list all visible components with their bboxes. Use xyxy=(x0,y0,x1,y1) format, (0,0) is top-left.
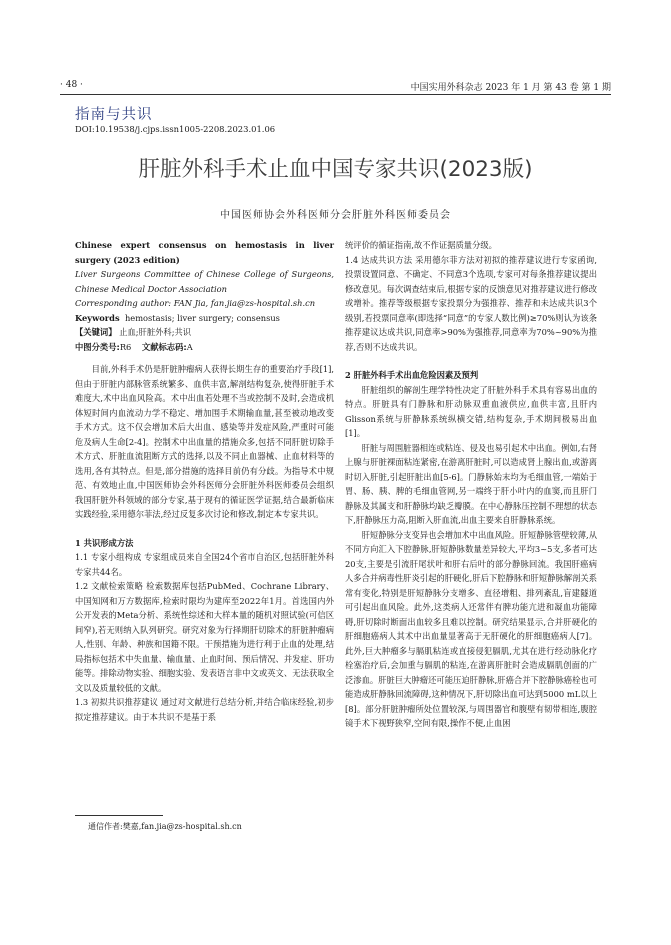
running-header xyxy=(60,78,611,95)
author-group: 中国医师协会外科医师分会肝脏外科医师委员会 xyxy=(220,210,451,221)
section-1-heading: 1 共识形成方法 xyxy=(75,537,134,548)
article-title: 肝脏外科手术止血中国专家共识(2023版) xyxy=(138,157,533,182)
section-1-2: 1.2 文献检索策略 检索数据库包括PubMed、Cochrane Library、中国知网和万方数据库,检索时限均为建库至2022年1月。首选国内外公开发表的Meta分析、系统性综述和大样本量的随机对照试验(可信区间窄),若无则纳入队列研究。研究对象为行择期肝切除术的肝脏肿瘤病人,性别、年龄、种族和国籍不限。干预措施为进行利于止血的处理,结局指标包括术中失血量、输血量、止血时间、预后情况、并发症、肝功能等。排除动物实验、细胞实验、发表语言非中文或英文、无法获取全文以及质量较低的文献。 xyxy=(75,581,334,693)
section-1-1: 1.1 专家小组构成 专家组成员来自全国24个省市自治区,包括肝脏外科专家共44名。 xyxy=(75,552,334,577)
corresponding-author: Corresponding author: FAN Jia, fan.jia@zs-hospital.sh.cn xyxy=(75,298,316,308)
footnote-corresponding: 通信作者:樊嘉,fan.jia@zs-hospital.sh.cn xyxy=(88,822,242,831)
doi: DOI:10.19538/j.cjps.issn1005-2208.2023.01.06 xyxy=(75,124,276,134)
chinese-keywords: 【关键词】 止血;肝脏外科;共识 xyxy=(75,327,192,337)
english-title: Chinese expert consensus on hemostasis in liver surgery (2023 edition) xyxy=(75,240,334,265)
section-1-3: 1.3 初拟共识推荐建议 通过对文献进行总结分析,并结合临床经验,初步拟定推荐建议。由于本共识不是基于系 xyxy=(75,697,334,722)
intro-paragraph: 目前,外科手术仍是肝脏肿瘤病人获得长期生存的重要治疗手段[1],但由于肝脏内部脉管系统繁多、血供丰富,解剖结构复杂,使得肝脏手术难度大,术中出血风险高。术中出血若处理不当或控制不及时,会造成机体短时间内血流动力学不稳定、增加围手术期输血量,甚至被动地改变手术方式。这不仅会增加术后大出血、感染等并发症风险,严重时可能危及病人生命[2-4]。控制术中出血量的措施众多,包括不同肝脏切除手术方式、肝脏血流阻断方式的选择,以及不同止血器械、止血材料等的选用,各有其特点。但是,部分措施的选择目前仍有分歧。为指导术中规范、有效地止血,中国医师协会外科医师分会肝脏外科医师委员会组织我国肝脏外科领域的部分专家,基于现有的循证医学证据,结合最新临床实践经验,采用德尔菲法,经过反复多次讨论和修改,制定本专家共识。 xyxy=(75,364,334,519)
section-2-heading: 2 肝脏外科手术出血危险因素及预判 xyxy=(345,370,479,380)
section-2-paragraph-3: 肝短静脉分支变异也会增加术中出血风险。肝短静脉管壁较薄,从不同方向汇入下腔静脉,肝短静脉数量差异较大,平均3~5支,多者可达20支,主要是引流肝尾状叶和肝右后叶的部分静脉回流。我国肝癌病人多合并病毒性肝炎引起的肝硬化,肝后下腔静脉和肝短静脉解剖关系常有变化,特别是肝短静脉分支增多、直径增粗、排列紊乱,盲建隧道可引起出血风险。此外,这类病人还常伴有脾功能亢进和凝血功能障碍,肝切除时断面出血较多且难以控制。研究结果显示,合并肝硬化的肝细胞癌病人其术中出血量显著高于无肝硬化的肝细胞癌病人[7]。此外,巨大肿瘤多与膈肌粘连或直接侵犯膈肌,尤其在进行经动脉化疗栓塞治疗后,会加重与膈肌的粘连,在游离肝脏时会造成膈肌创面的广泛渗血。肝脏巨大肿瘤还可能压迫肝静脉,肝癌合并下腔静脉癌栓也可能造成肝静脉回流障碍,这种情况下,肝切除出血可达到5000 mL以上[8]。部分肝脏肿瘤所处位置较深,与周围器官和腹壁有韧带相连,腹腔镜手术下视野狭窄,空间有限,操作不便,止血困 xyxy=(345,529,597,728)
classification: 中图分类号:R6 文献标志码:A xyxy=(75,341,193,352)
section-1-4: 1.4 达成共识方法 采用德尔菲方法对初拟的推荐建议进行专家函询,投票设置同意、不确定、不同意3个选项,专家可对每条推荐建议提出修改意见。每次调查结束后,根据专家的反馈意见对推荐建议进行修改或增补。推荐等级根据专家投票分为强推荐、推荐和未达成共识3个级别,若投票同意率(即选择“同意”的专家人数比例)≥70%则认为该条推荐建议达成共识,同意率>90%为强推荐,同意率为70%~90%为推荐,否则不达成共识。 xyxy=(345,254,597,352)
journal-citation: 中国实用外科杂志 2023 年 1 月 第 43 卷 第 1 期 xyxy=(410,83,611,93)
english-keywords: Keywords hemostasis; liver surgery; consensus xyxy=(75,312,280,323)
left-column xyxy=(75,238,334,724)
page-number: · 48 · xyxy=(60,80,83,90)
section-label: 指南与共识 xyxy=(75,107,153,123)
continued-text: 统评价的循证指南,故不作证据质量分级。 xyxy=(345,240,497,250)
english-authors: Liver Surgeons Committee of Chinese College of Surgeons, Chinese Medical Doctor Association xyxy=(75,269,334,294)
right-column xyxy=(345,238,597,731)
footnote-rule xyxy=(75,815,163,816)
section-2-paragraph-2: 肝脏与周围脏器相连或粘连、侵及也易引起术中出血。例如,右肾上腺与肝脏裸面粘连紧密,在游离肝脏时,可以造成肾上腺出血,或游离时切入肝脏,引起肝脏出血[5-6]。门静脉始末均为毛细血管,一端始于胃、肠、胰、脾的毛细血管网,另一端终于肝小叶内的血窦,而且肝门静脉及其属支和肝静脉均缺乏瓣膜。在中心静脉压控制不理想的状态下,肝静脉压力高,阻断入肝血流,出血主要来自肝静脉系统。 xyxy=(345,442,597,525)
section-2-paragraph-1: 肝脏组织的解剖生理学特性决定了肝脏外科手术具有容易出血的特点。肝脏具有门静脉和肝动脉双重血液供应,血供丰富,且肝内Glisson系统与肝静脉系统纵横交错,结构复杂,手术期间极易出血[1]。 xyxy=(345,384,597,438)
